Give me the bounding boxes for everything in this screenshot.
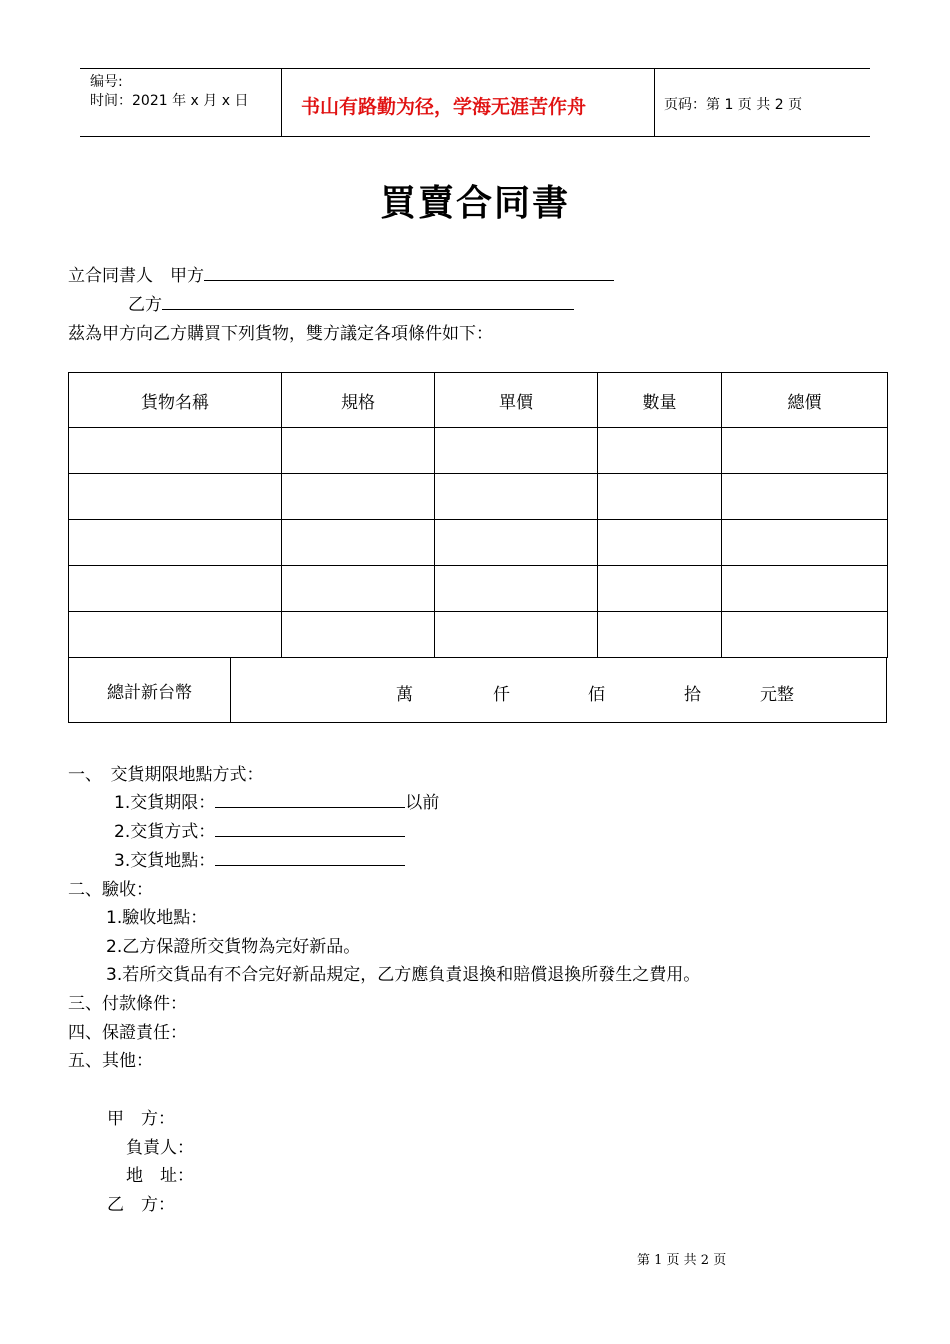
clause-acceptance-heading: 二、驗收：: [68, 880, 153, 900]
table-cell[interactable]: [69, 566, 282, 612]
table-cell[interactable]: [722, 428, 888, 474]
preamble: 茲為甲方向乙方購買下列貨物，雙方議定各項條件如下：: [68, 324, 493, 344]
total-row: [68, 658, 887, 723]
table-cell[interactable]: [69, 428, 282, 474]
table-cell[interactable]: [282, 474, 435, 520]
table-cell[interactable]: [598, 474, 722, 520]
table-cell[interactable]: [598, 428, 722, 474]
table-row: [69, 612, 888, 658]
total-unit-yuan: 元整: [760, 685, 794, 705]
table-cell[interactable]: [435, 520, 598, 566]
delivery-method-label: 2.交貨方式：: [114, 822, 216, 842]
total-label: 總計新台幣: [69, 658, 231, 722]
delivery-place-label: 3.交貨地點：: [114, 851, 216, 871]
header-divider-left: [281, 68, 282, 136]
table-cell[interactable]: [435, 612, 598, 658]
party-b-line: [128, 290, 574, 315]
table-cell[interactable]: [598, 520, 722, 566]
total-unit-bai: 佰: [588, 685, 605, 705]
delivery-method-line: [114, 817, 405, 842]
table-cell[interactable]: [435, 474, 598, 520]
delivery-deadline-line: [114, 788, 439, 813]
table-cell[interactable]: [282, 520, 435, 566]
table-cell[interactable]: [598, 612, 722, 658]
party-b-blank[interactable]: [162, 291, 574, 310]
table-cell[interactable]: [435, 566, 598, 612]
delivery-place-blank[interactable]: [215, 847, 405, 866]
delivery-place-line: [114, 846, 405, 871]
table-cell[interactable]: [722, 520, 888, 566]
acceptance-place: 1.驗收地點：: [106, 908, 208, 928]
total-unit-shi: 拾: [684, 685, 701, 705]
delivery-deadline-blank[interactable]: [215, 789, 405, 808]
column-header-goods-name: 貨物名稱: [69, 373, 282, 428]
table-row: [69, 428, 888, 474]
acceptance-return: 3.若所交貨品有不合完好新品規定，乙方應負責退換和賠償退換所發生之費用。: [106, 965, 701, 985]
signature-address: 地 址：: [126, 1166, 194, 1186]
header-number-label: 编号:: [90, 74, 123, 90]
total-unit-wan: 萬: [396, 685, 413, 705]
column-header-spec: 規格: [282, 373, 435, 428]
clause-warranty-heading: 四、保證責任：: [68, 1023, 187, 1043]
clause-other-heading: 五、其他：: [68, 1051, 153, 1071]
acceptance-guarantee: 2.乙方保證所交貨物為完好新品。: [106, 937, 361, 957]
signature-person-in-charge: 負責人：: [126, 1138, 194, 1158]
signature-party-b: 乙 方：: [107, 1195, 175, 1215]
delivery-method-blank[interactable]: [215, 818, 405, 837]
table-cell[interactable]: [282, 612, 435, 658]
party-a-blank[interactable]: [204, 262, 614, 281]
clause-payment-heading: 三、付款條件：: [68, 994, 187, 1014]
table-cell[interactable]: [69, 474, 282, 520]
column-header-total-price: 總價: [722, 373, 888, 428]
delivery-deadline-label: 1.交貨期限：: [114, 793, 216, 813]
party-b-label: 乙方: [128, 295, 162, 315]
total-unit-qian: 仟: [493, 685, 510, 705]
table-cell[interactable]: [598, 566, 722, 612]
table-cell[interactable]: [282, 566, 435, 612]
table-cell[interactable]: [69, 520, 282, 566]
header-time-label: 时间：2021 年 x 月 x 日: [90, 93, 249, 109]
header-motto: 书山有路勤为径，学海无涯苦作舟: [301, 96, 587, 118]
column-header-quantity: 數量: [598, 373, 722, 428]
table-header-row: [69, 373, 888, 428]
table-cell[interactable]: [722, 566, 888, 612]
table-cell[interactable]: [722, 474, 888, 520]
table-cell[interactable]: [69, 612, 282, 658]
table-cell[interactable]: [435, 428, 598, 474]
signature-party-a: 甲 方：: [107, 1109, 175, 1129]
header-bottom-rule: [80, 136, 870, 137]
delivery-deadline-suffix: 以前: [405, 793, 440, 813]
document-title: 買賣合同書: [379, 182, 570, 224]
header-page-info: 页码：第 1 页 共 2 页: [664, 97, 803, 113]
header-top-rule: [80, 68, 870, 69]
party-a-line: [68, 261, 614, 286]
footer-page-number: 第 1 页 共 2 页: [637, 1253, 727, 1268]
table-row: [69, 566, 888, 612]
table-cell[interactable]: [722, 612, 888, 658]
goods-table: [68, 372, 888, 658]
table-row: [69, 474, 888, 520]
table-cell[interactable]: [282, 428, 435, 474]
column-header-unit-price: 單價: [435, 373, 598, 428]
table-row: [69, 520, 888, 566]
party-intro-label: 立合同書人 甲方: [68, 266, 204, 286]
clause-delivery-heading: 一、 交貨期限地點方式：: [68, 765, 264, 785]
header-divider-right: [654, 68, 655, 136]
